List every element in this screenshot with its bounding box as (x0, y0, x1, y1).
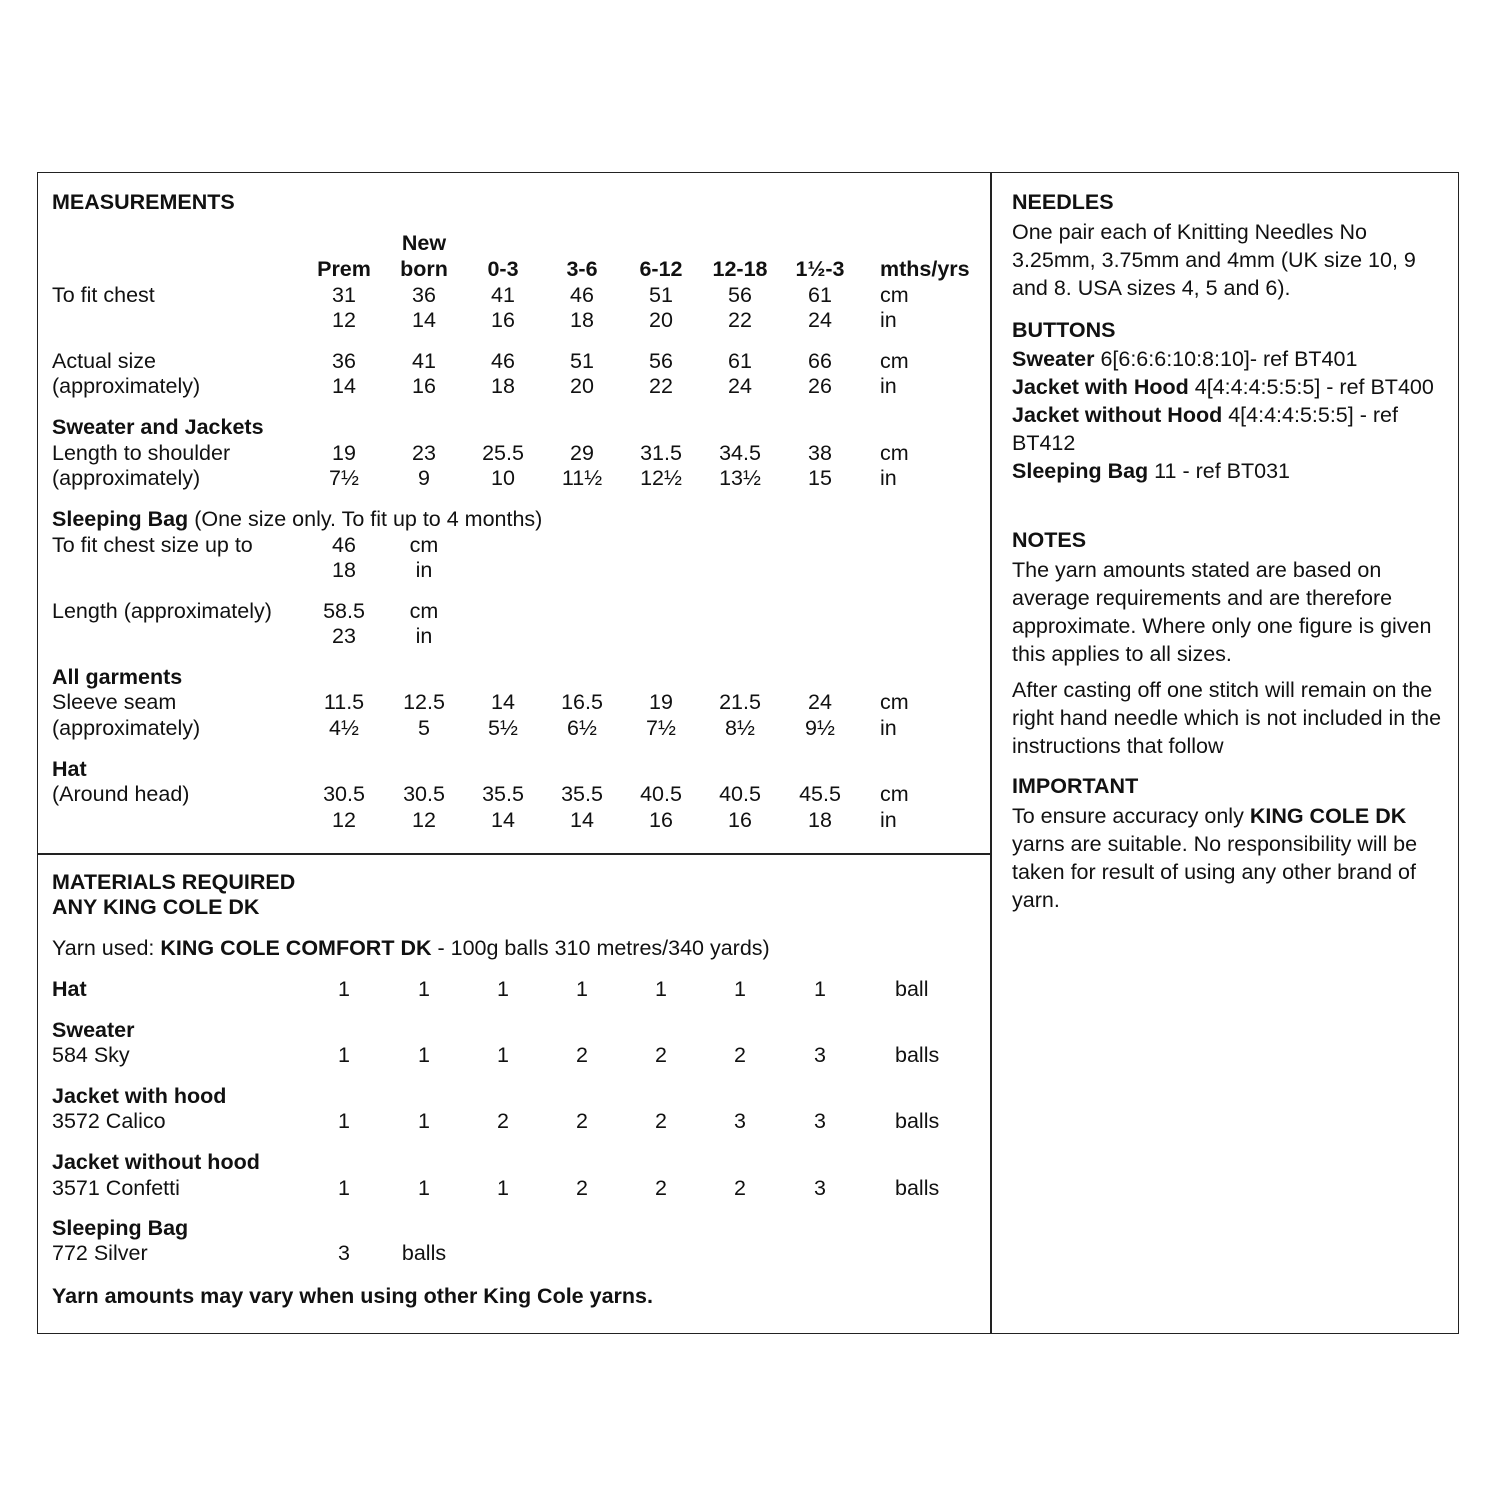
value-cell: 12 (332, 808, 356, 832)
ball-count: 2 (576, 1176, 588, 1200)
value-cell: 19 (649, 690, 673, 714)
value-cell: 45.5 (799, 782, 841, 806)
value-cell: 7½ (329, 466, 359, 490)
important-brand: KING COLE DK (1249, 804, 1407, 828)
ball-count: 1 (338, 1043, 350, 1067)
button-item (1012, 345, 1452, 373)
yarn-name: KING COLE COMFORT DK (160, 936, 432, 960)
button-item-text: 11 - ref BT031 (1148, 459, 1291, 483)
value-cell: 29 (570, 441, 594, 465)
value-cell: 16 (649, 808, 673, 832)
unit-label: in (880, 716, 897, 740)
ball-count: 2 (655, 1176, 667, 1200)
material-heading: Sweater (52, 1018, 135, 1042)
material-heading: Jacket without hood (52, 1150, 260, 1174)
value-cell: 14 (491, 690, 515, 714)
value-cell: 30.5 (403, 782, 445, 806)
value-cell: 24 (808, 308, 832, 332)
value-cell: 38 (808, 441, 832, 465)
ball-count: 1 (338, 1109, 350, 1133)
notes-title: NOTES (1012, 528, 1087, 552)
unit-label: in (415, 624, 433, 648)
value-cell: 35.5 (482, 782, 524, 806)
value-cell: 12.5 (403, 690, 445, 714)
buttons-title: BUTTONS (1012, 318, 1116, 342)
value-cell: 23 (332, 624, 356, 648)
value-cell: 41 (412, 349, 436, 373)
row-label: (Around head) (52, 782, 190, 806)
button-item-label: Jacket without Hood (1012, 403, 1223, 427)
size-header: 0-3 (487, 257, 519, 281)
row-label: Actual size (52, 349, 156, 373)
yarn-color: 772 Silver (52, 1241, 148, 1265)
value-cell: 9½ (805, 716, 835, 740)
unit-label: balls (895, 1043, 940, 1067)
value-cell: 46 (491, 349, 515, 373)
row-label: Sleeve seam (52, 690, 177, 714)
ball-count: 3 (814, 1043, 826, 1067)
sleeping-bag-heading-line (52, 509, 542, 531)
ball-count: 3 (814, 1176, 826, 1200)
ball-count: 3 (734, 1109, 746, 1133)
value-cell: 16.5 (561, 690, 603, 714)
ball-count: 2 (497, 1109, 509, 1133)
unit-label: cm (880, 349, 909, 373)
value-cell: 22 (728, 308, 752, 332)
value-cell: 4½ (329, 716, 359, 740)
materials-subtitle: ANY KING COLE DK (52, 895, 260, 919)
value-cell: 11.5 (323, 690, 365, 714)
value-cell: 18 (332, 558, 356, 582)
value-cell: 8½ (725, 716, 755, 740)
value-cell: 13½ (719, 466, 761, 490)
ball-count: 2 (655, 1043, 667, 1067)
section-heading: Sleeping Bag (52, 507, 189, 531)
materials-title: MATERIALS REQUIRED (52, 870, 296, 894)
value-cell: 31 (332, 283, 356, 307)
value-cell: 16 (491, 308, 515, 332)
unit-label: cm (880, 441, 909, 465)
value-cell: 14 (412, 308, 436, 332)
value-cell: 11½ (561, 466, 603, 490)
row-label: (approximately) (52, 716, 201, 740)
yarn-prefix: Yarn used: (52, 936, 161, 960)
size-header: 3-6 (566, 257, 598, 281)
button-item-text: 4[4:4:4:5:5:5] - ref BT412 (1012, 403, 1398, 455)
value-cell: 15 (808, 466, 832, 490)
material-heading: Jacket with hood (52, 1084, 227, 1108)
value-cell: 12 (332, 308, 356, 332)
unit-label: in (880, 374, 897, 398)
yarn-color: 3572 Calico (52, 1109, 166, 1133)
unit-label: cm (880, 690, 909, 714)
value-cell: 22 (649, 374, 673, 398)
value-cell: 5 (418, 716, 430, 740)
value-cell: 46 (332, 533, 356, 557)
value-cell: 56 (649, 349, 673, 373)
value-cell: 61 (808, 283, 832, 307)
yarn-color: 3571 Confetti (52, 1176, 180, 1200)
sleeping-bag-note: (One size only. To fit up to 4 months) (194, 507, 543, 531)
material-heading: Hat (52, 977, 87, 1001)
button-item-text: 4[4:4:4:5:5:5] - ref BT400 (1188, 375, 1434, 399)
unit-label: balls (895, 1176, 940, 1200)
unit-label: in (415, 558, 433, 582)
unit-label: ball (895, 977, 929, 1001)
value-cell: 46 (570, 283, 594, 307)
ball-count: 1 (338, 977, 350, 1001)
value-cell: 40.5 (719, 782, 761, 806)
needles-title: NEEDLES (1012, 190, 1114, 214)
row-label: Length (approximately) (52, 599, 272, 623)
value-cell: 25.5 (482, 441, 524, 465)
value-cell: 36 (332, 349, 356, 373)
row-label: (approximately) (52, 466, 201, 490)
value-cell: 51 (649, 283, 673, 307)
button-item (1012, 401, 1452, 457)
needles-text: One pair each of Knitting Needles No 3.25mm, 3.75mm and 4mm (UK size 10, 9 and 8. USA sizes 4, 5 and 6). (1012, 220, 1416, 300)
material-heading: Sleeping Bag (52, 1216, 189, 1240)
value-cell: 14 (570, 808, 594, 832)
value-cell: 31.5 (640, 441, 682, 465)
value-cell: 6½ (567, 716, 597, 740)
button-item (1012, 457, 1452, 485)
size-header: 6-12 (639, 257, 683, 281)
value-cell: 14 (491, 808, 515, 832)
measurements-title: MEASUREMENTS (52, 190, 235, 214)
ball-count: 1 (497, 1043, 509, 1067)
value-cell: 14 (332, 374, 356, 398)
value-cell: 24 (728, 374, 752, 398)
ball-count: 2 (576, 1043, 588, 1067)
buttons-list (1012, 345, 1452, 485)
value-cell: 19 (332, 441, 356, 465)
column-divider (990, 172, 992, 1334)
button-item-label: Jacket with Hood (1012, 375, 1189, 399)
row-label: Length to shoulder (52, 441, 231, 465)
ball-count: 1 (338, 1176, 350, 1200)
yarn-suffix: - 100g balls 310 metres/340 yards) (431, 936, 770, 960)
value-cell: 10 (491, 466, 515, 490)
size-header: 12-18 (712, 257, 768, 281)
button-item-text: 6[6:6:6:10:8:10]- ref BT401 (1094, 347, 1358, 371)
unit-label: cm (409, 533, 439, 557)
unit-label: balls (401, 1241, 447, 1265)
value-cell: 9 (418, 466, 430, 490)
value-cell: 41 (491, 283, 515, 307)
ball-count: 1 (497, 1176, 509, 1200)
ball-count: 2 (655, 1109, 667, 1133)
value-cell: 58.5 (323, 599, 365, 623)
unit-label: cm (880, 283, 909, 307)
row-label: To fit chest (52, 283, 155, 307)
ball-count: 1 (576, 977, 588, 1001)
important-text-part: yarns are suitable. No responsibility will be taken for result of using any other brand of yarn. (1012, 832, 1418, 912)
value-cell: 34.5 (719, 441, 761, 465)
value-cell: 51 (570, 349, 594, 373)
value-cell: 16 (412, 374, 436, 398)
size-header-top: New (401, 231, 447, 255)
size-header: born (400, 257, 448, 281)
value-cell: 21.5 (719, 690, 761, 714)
ball-count: 1 (418, 1176, 430, 1200)
value-cell: 66 (808, 349, 832, 373)
ball-count: 3 (814, 1109, 826, 1133)
value-cell: 35.5 (561, 782, 603, 806)
button-item-label: Sleeping Bag (1012, 459, 1149, 483)
value-cell: 18 (570, 308, 594, 332)
ball-count: 1 (655, 977, 667, 1001)
materials-footnote: Yarn amounts may vary when using other King Cole yarns. (52, 1284, 653, 1308)
value-cell: 56 (728, 283, 752, 307)
ball-count: 1 (418, 1043, 430, 1067)
value-cell: 61 (728, 349, 752, 373)
value-cell: 26 (808, 374, 832, 398)
value-cell: 23 (412, 441, 436, 465)
unit-label: in (880, 308, 897, 332)
value-cell: 36 (412, 283, 436, 307)
value-cell: 12½ (640, 466, 682, 490)
value-cell: 30.5 (323, 782, 365, 806)
yarn-used-line (52, 938, 770, 960)
unit-label: in (880, 466, 897, 490)
unit-label: cm (880, 782, 909, 806)
value-cell: 12 (412, 808, 436, 832)
row-label: (approximately) (52, 374, 201, 398)
ball-count: 2 (576, 1109, 588, 1133)
section-heading: Hat (52, 757, 87, 781)
ball-count: 1 (418, 1109, 430, 1133)
ball-count: 1 (418, 977, 430, 1001)
value-cell: 20 (649, 308, 673, 332)
unit-header: mths/yrs (880, 257, 970, 281)
value-cell: 20 (570, 374, 594, 398)
value-cell: 40.5 (640, 782, 682, 806)
ball-count: 3 (338, 1241, 350, 1265)
important-text-part: To ensure accuracy only (1012, 804, 1250, 828)
value-cell: 5½ (488, 716, 518, 740)
ball-count: 1 (734, 977, 746, 1001)
notes-paragraph: After casting off one stitch will remain on the right hand needle which is not included in the instructions that follow (1012, 678, 1442, 758)
value-cell: 18 (808, 808, 832, 832)
ball-count: 1 (497, 977, 509, 1001)
important-title: IMPORTANT (1012, 774, 1139, 798)
value-cell: 7½ (646, 716, 676, 740)
section-heading: All garments (52, 665, 183, 689)
value-cell: 24 (808, 690, 832, 714)
section-heading: Sweater and Jackets (52, 415, 264, 439)
yarn-color: 584 Sky (52, 1043, 130, 1067)
value-cell: 18 (491, 374, 515, 398)
button-item (1012, 373, 1452, 401)
button-item-label: Sweater (1012, 347, 1095, 371)
important-text (1012, 802, 1452, 914)
ball-count: 2 (734, 1176, 746, 1200)
ball-count: 2 (734, 1043, 746, 1067)
row-label: To fit chest size up to (52, 533, 253, 557)
unit-label: balls (895, 1109, 940, 1133)
unit-label: in (880, 808, 897, 832)
value-cell: 16 (728, 808, 752, 832)
notes-paragraph: The yarn amounts stated are based on average requirements and are therefore approximate. Where only one figure is given this applies to all sizes. (1012, 558, 1432, 666)
size-header: 1½-3 (795, 257, 845, 281)
size-header: Prem (317, 257, 371, 281)
ball-count: 1 (814, 977, 826, 1001)
section-divider (37, 853, 991, 855)
unit-label: cm (409, 599, 439, 623)
